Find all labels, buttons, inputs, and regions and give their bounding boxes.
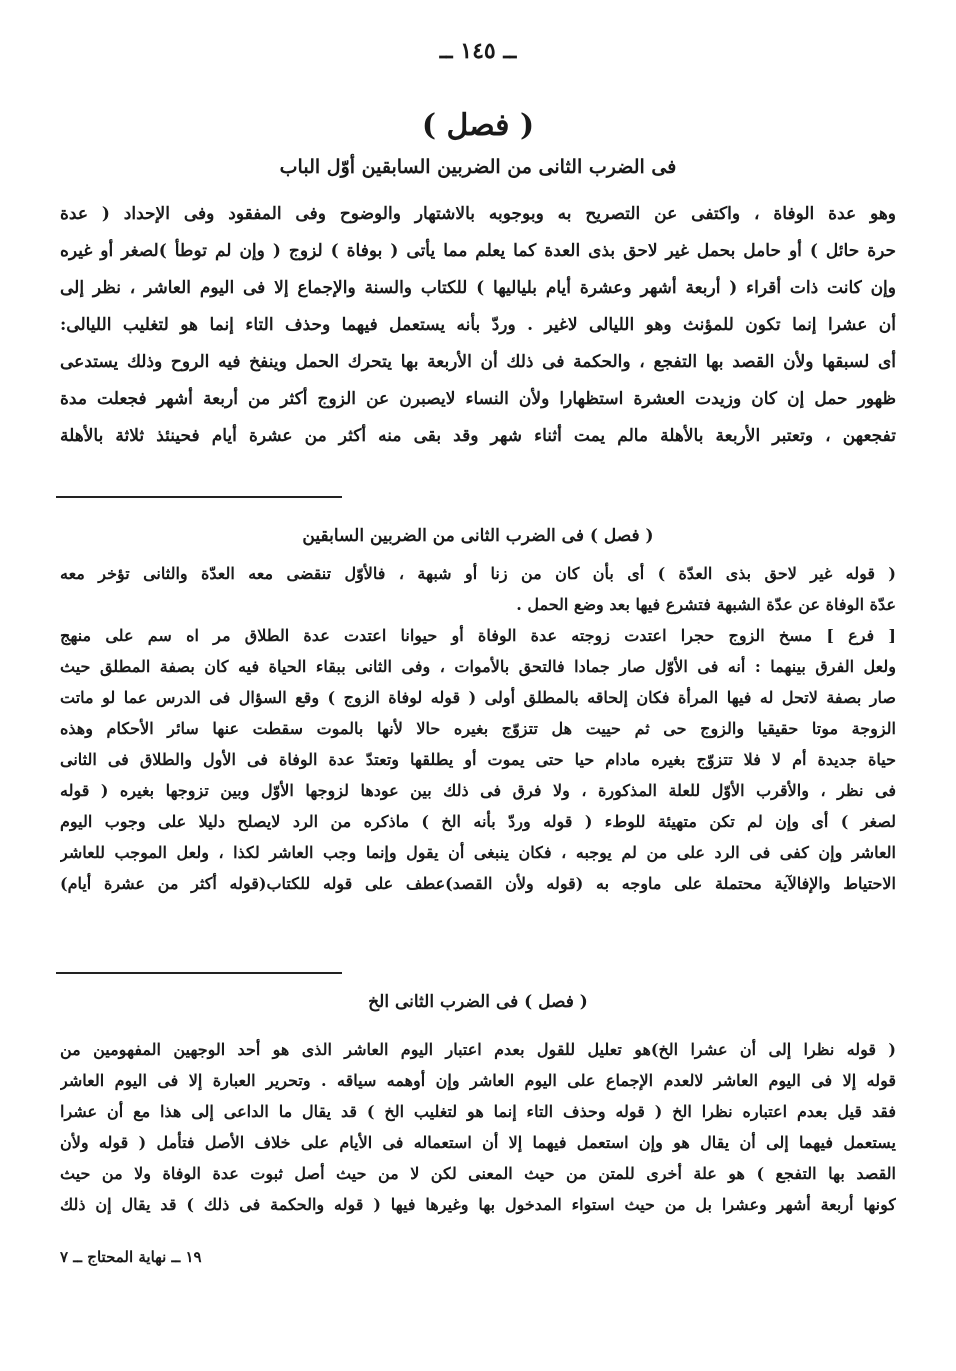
commentary-line: [ فرع ] مسخ الزوج حجرا اعتدت زوجته عدة الوفاة أو حيوانا اعتدت عدة الطلاق مر اه سم على منهج (60, 626, 896, 645)
commentary-line: يستعمل فيهما إلى أن يقال هو وإن استعمل فيهما إلا أن استعماله فى الأيام على خلاف الأصل فتأمل ( قوله ولأن (60, 1133, 896, 1152)
commentary-line: ( قوله نظرا إلى أن عشرا الخ)هو تعليل للقول بعدم اعتبار اليوم العاشر الذى هو أحد الوجهين المفهومين من (60, 1040, 896, 1059)
commentary-line: كونها أربعة أشهر وعشرا بل من حيث استواء المدخول بها وغيرها فيها ( قوله والحكمة فى ذلك ) قد يقال إن ذلك (60, 1195, 896, 1214)
commentary-line: فقد قيل بعدم اعتباره نظرا الخ ( قوله وحذف التاء إنما هو لتغليب الخ ) قد يقال ما الداعى إلى هذا مع أن عشرا (60, 1102, 896, 1121)
commentary-line: الزوجة موتا حقيقيا والزوج حى ثم حييت هل تتزوّج بغيره حالا لأنها بالموت سقطت عنها سائر الأحكام وهذه (60, 719, 896, 738)
page (60, 0, 896, 1371)
chapter-subheading: فى الضرب الثانى من الضربين السابقين أوّل الباب (279, 156, 677, 178)
section-1-text (60, 558, 896, 899)
section-1-title: ( فصل ) فى الضرب الثانى من الضربين السابقين (302, 526, 654, 546)
commentary-line: ولعل الفرق بينهما : أنه فى الأوّل صار جمادا فالتحق بالأموات ، وفى الثانى ببقاء الحياة فيه كان بصفة المطلق حيث (60, 657, 896, 676)
divider (56, 972, 342, 974)
commentary-line: لصغر ) أى وإن لم تكن متهيئة للوطء ( قوله وردّ بأنه الخ ) ماذكره من الرد لايصلح دليلا على وجوب اليوم (60, 812, 896, 831)
chapter-heading: ( فصل ) (421, 108, 535, 143)
commentary-line: القصد بها التفجع ) هو علة أخرى للمتن من حيث المعنى لكن لا من حيث أصل ثبوت عدة الوفاة ولا من حيث (60, 1164, 896, 1183)
page-number: ــ ١٤٥ ــ (439, 38, 517, 64)
main-text (60, 196, 896, 455)
commentary-line: حياة جديدة أم لا فلا تتزوّج بغيره مادام حيا حتى يموت أو يطلقها وتعتدّ عدة الوفاة فى الأول والطلاق فى الثانى (60, 750, 896, 769)
main-line: ظهور حمل إن كان وزيدت العشرة استظهارا ولأن النساء لايصبرن عن الزوج أكثر من أربعة أشهر فجعلت مدة (60, 389, 896, 409)
commentary-line: ( قوله غير لاحق بذى العدّة ) أى بأن كان من زنا أو شبهة ، فالأوّل تنقضى معه العدّة والثانى تؤخر معه (60, 564, 896, 583)
main-line: حرة حائل ) أو حامل بحمل غير لاحق بذى العدة كما يعلم مما يأتى ( بوفاة ) لزوج ( وإن لم توطأ )لصغر أو غيره (60, 241, 896, 261)
main-line: وإن كانت ذات أقراء ( أربعة أشهر وعشرة أيام بلياليها ) للكتاب والسنة والإجماع إلا فى اليوم العاشر ، نظر إلى (60, 278, 896, 298)
commentary-line: فى نظر ، والأقرب الأوّل للعلة المذكورة ، ولا فرق فى ذلك بين عودها لزوجها الأوّل وبين تزوجها بغيره ( قوله (60, 781, 896, 800)
footer-signature: ١٩ ــ نهاية المحتاج ــ ٧ (60, 1248, 202, 1266)
section-2-text (60, 1034, 896, 1220)
main-line: أى لسبقها ولأن القصد بها التفجع ، والحكمة فى ذلك أن الأربعة بها يتحرك الحمل وينفخ فيه الروح وذلك يستدعى (60, 352, 896, 372)
commentary-line: الاحتياط والإفالآية محتملة على ماوجه به (قوله ولأن القصد)عطف على قوله للكتاب(قوله أكثر من عشرة أيام) (60, 874, 896, 893)
divider (56, 496, 342, 498)
commentary-line: عدّة الوفاة عن عدّة الشبهة فتشرع فيها بعد وضع الحمل . (516, 595, 896, 614)
main-line: وهو عدة الوفاة ، واكتفى عن التصريح به وبوجوبه بالاشتهار والوضوح وفى المفقود وفى الإحداد ( عدة (60, 204, 896, 224)
main-line: تفجعهن ، وتعتبر الأربعة بالأهلة مالم يمت أثناء شهر وقد بقى منه أكثر من عشرة أيام فحينئذ ثلاثة بالأهلة (60, 426, 896, 446)
section-2-title: ( فصل ) فى الضرب الثانى الخ (368, 992, 588, 1012)
commentary-line: العاشر وإن كفى فى الرد على من لم يوجبه ، فكان ينبغى أن يقول وإنما وجب العاشر لكذا ، ولعل الموجب للعاشر (60, 843, 896, 862)
commentary-line: صار بصفة لاتحل له فيها المرأة فكان إلحاقه بالمطلق أولى ( قوله لوفاة الزوج ) وقع السؤال فى الدرس عما لو ماتت (60, 688, 896, 707)
commentary-line: قوله إلا فى اليوم العاشر لالعدم الإجماع على اليوم العاشر وإن أوهمه سياقه . وتحرير العبارة إلا فى اليوم العاشر (60, 1071, 896, 1090)
main-line: أن عشرا إنما تكون للمؤنث وهو الليالى لاغير . وردّ بأنه يستعمل فيهما وحذف التاء إنما هو لتغليب الليالى: (60, 315, 896, 335)
